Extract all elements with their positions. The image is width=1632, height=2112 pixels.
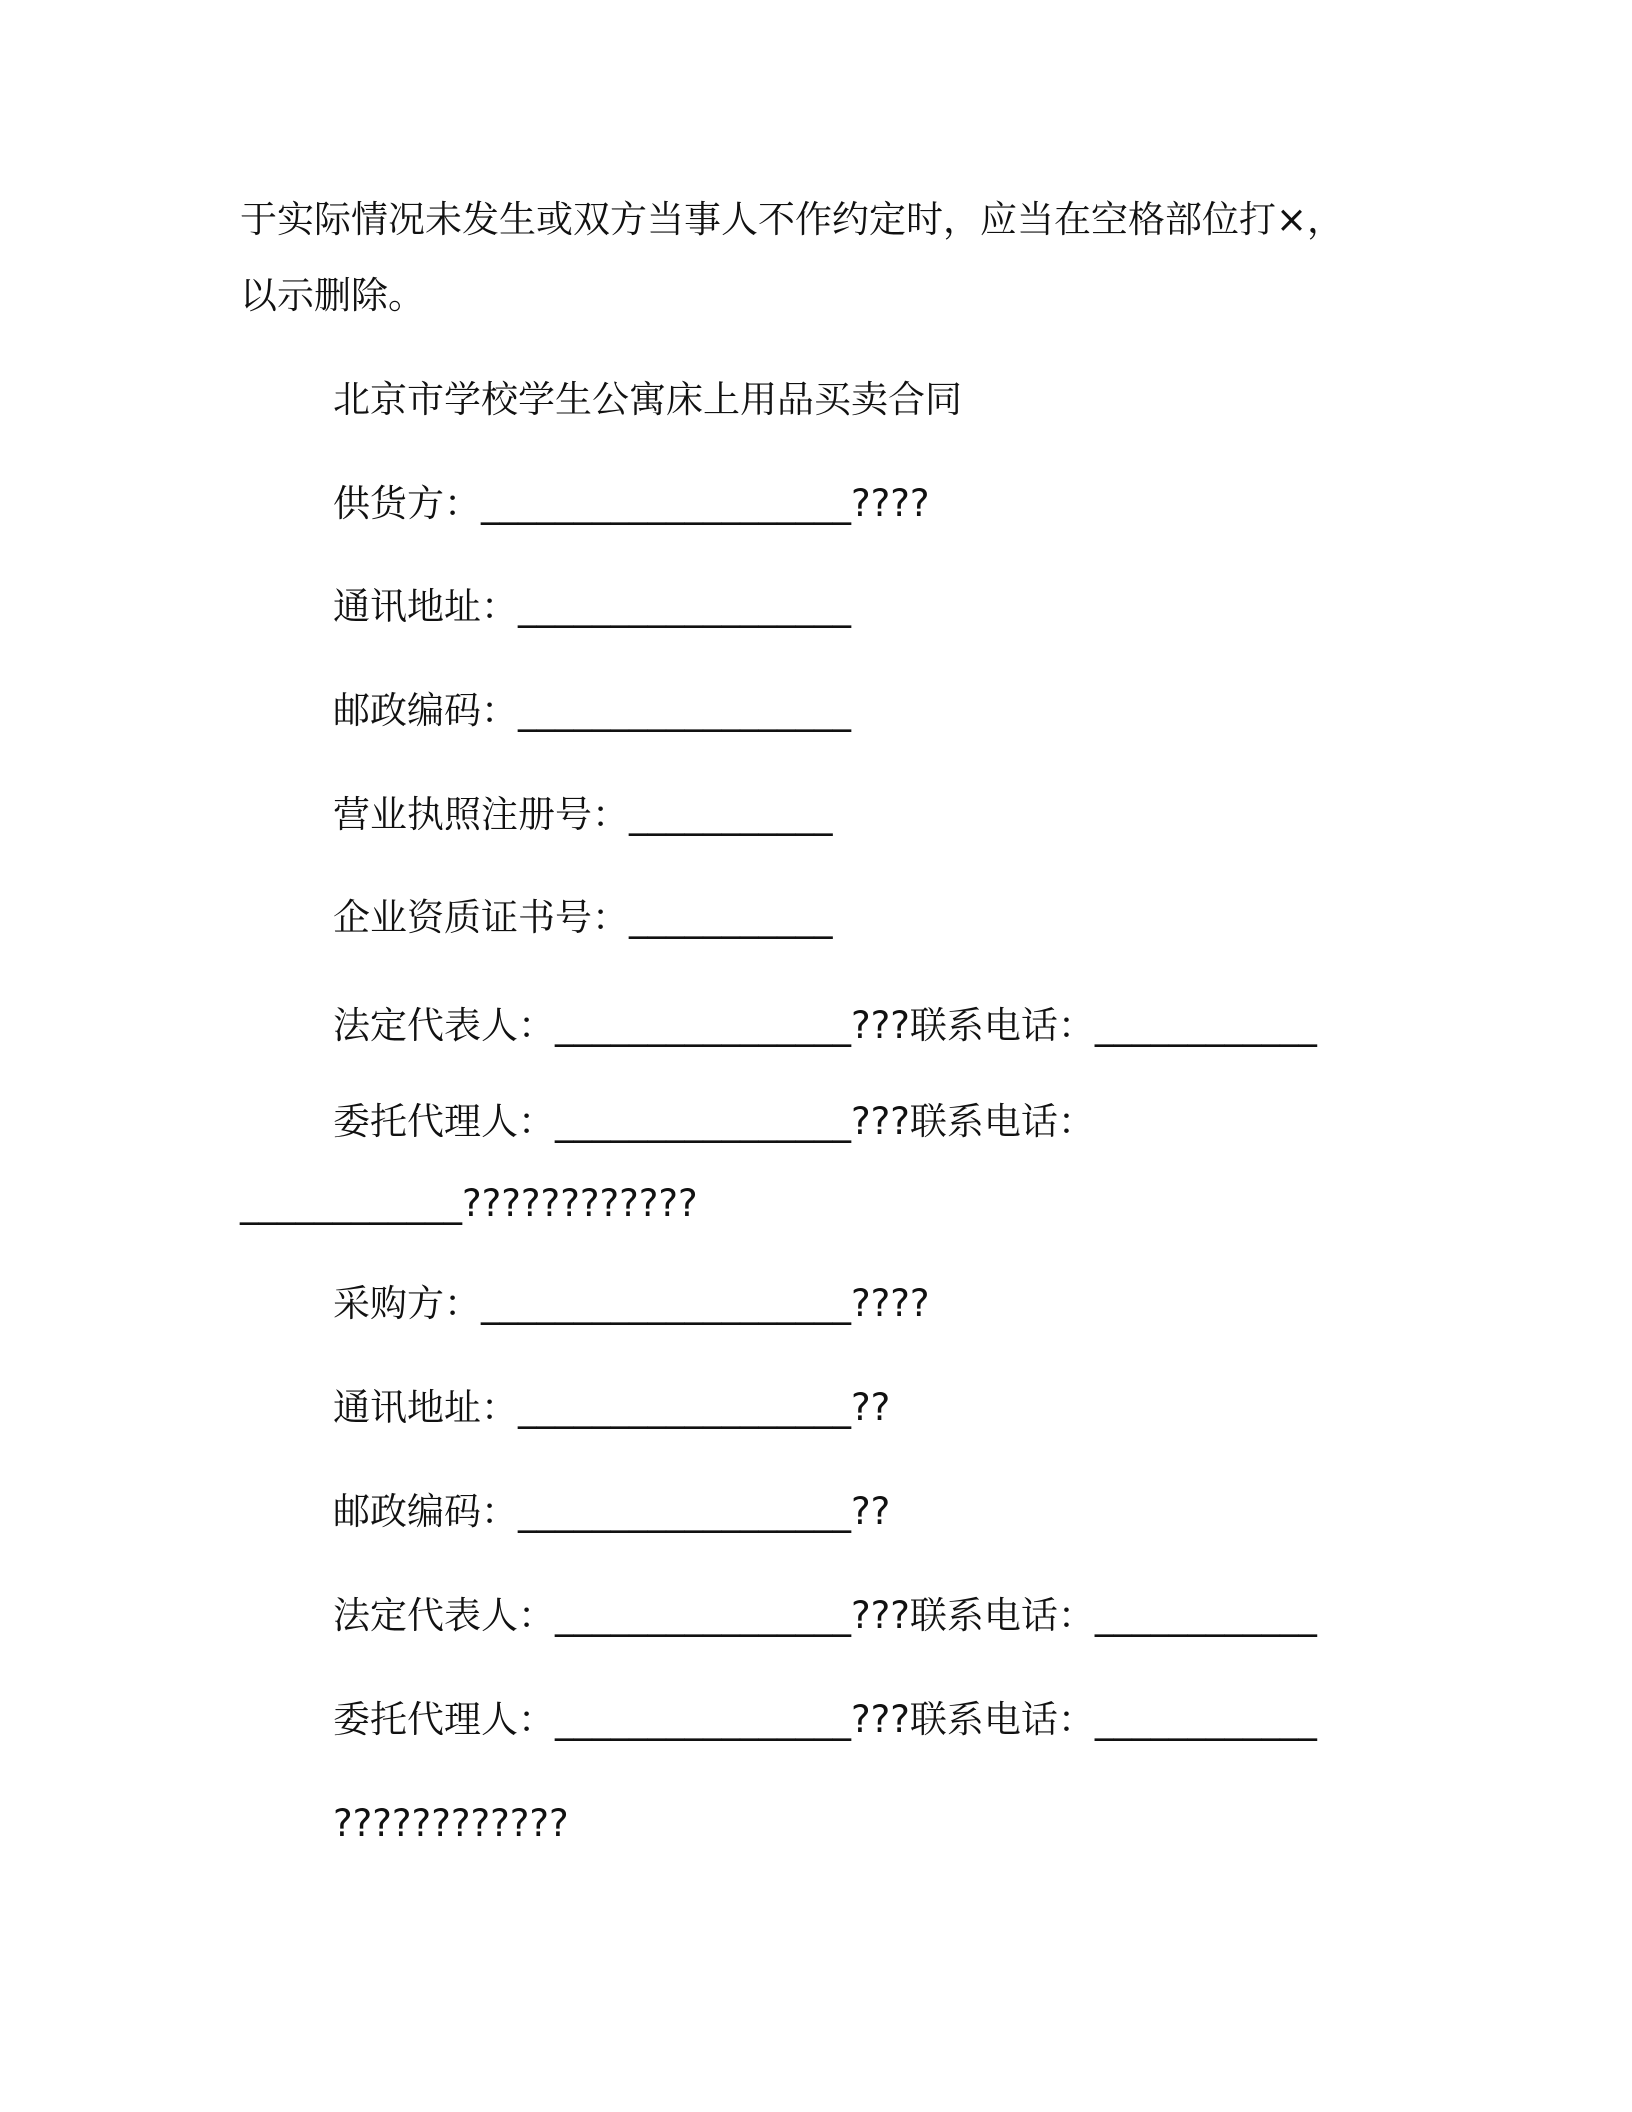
supplier-name-field: 供货方：____________________???? (333, 482, 930, 525)
supplier-legal-rep-field: 法定代表人：________________???联系电话：____________ (333, 1004, 1317, 1047)
contract-title: 北京市学校学生公寓床上用品买卖合同 (333, 378, 962, 421)
purchaser-name-field: 采购方：____________________???? (333, 1282, 930, 1325)
business-license-field: 营业执照注册号：___________ (333, 793, 833, 836)
purchaser-postcode-field: 邮政编码：__________________?? (333, 1490, 891, 1533)
supplier-postcode-field: 邮政编码：__________________ (333, 689, 851, 732)
purchaser-agent-field: 委托代理人：________________???联系电话：____________ (333, 1698, 1317, 1741)
qualification-cert-field: 企业资质证书号：___________ (333, 896, 833, 939)
purchaser-legal-rep-field: 法定代表人：________________???联系电话：____________ (333, 1594, 1317, 1637)
intro-text-line-2: 以示删除。 (240, 274, 425, 317)
supplier-address-field: 通讯地址：__________________ (333, 585, 851, 628)
intro-text-line-1: 于实际情况未发生或双方当事人不作约定时，应当在空格部位打×， (240, 198, 1345, 241)
supplier-agent-phone-continued: ____________???????????? (240, 1182, 698, 1225)
supplier-agent-field: 委托代理人：________________???联系电话： (333, 1100, 1095, 1143)
purchaser-trailing-line: ???????????? (333, 1802, 569, 1845)
purchaser-address-field: 通讯地址：__________________?? (333, 1386, 891, 1429)
